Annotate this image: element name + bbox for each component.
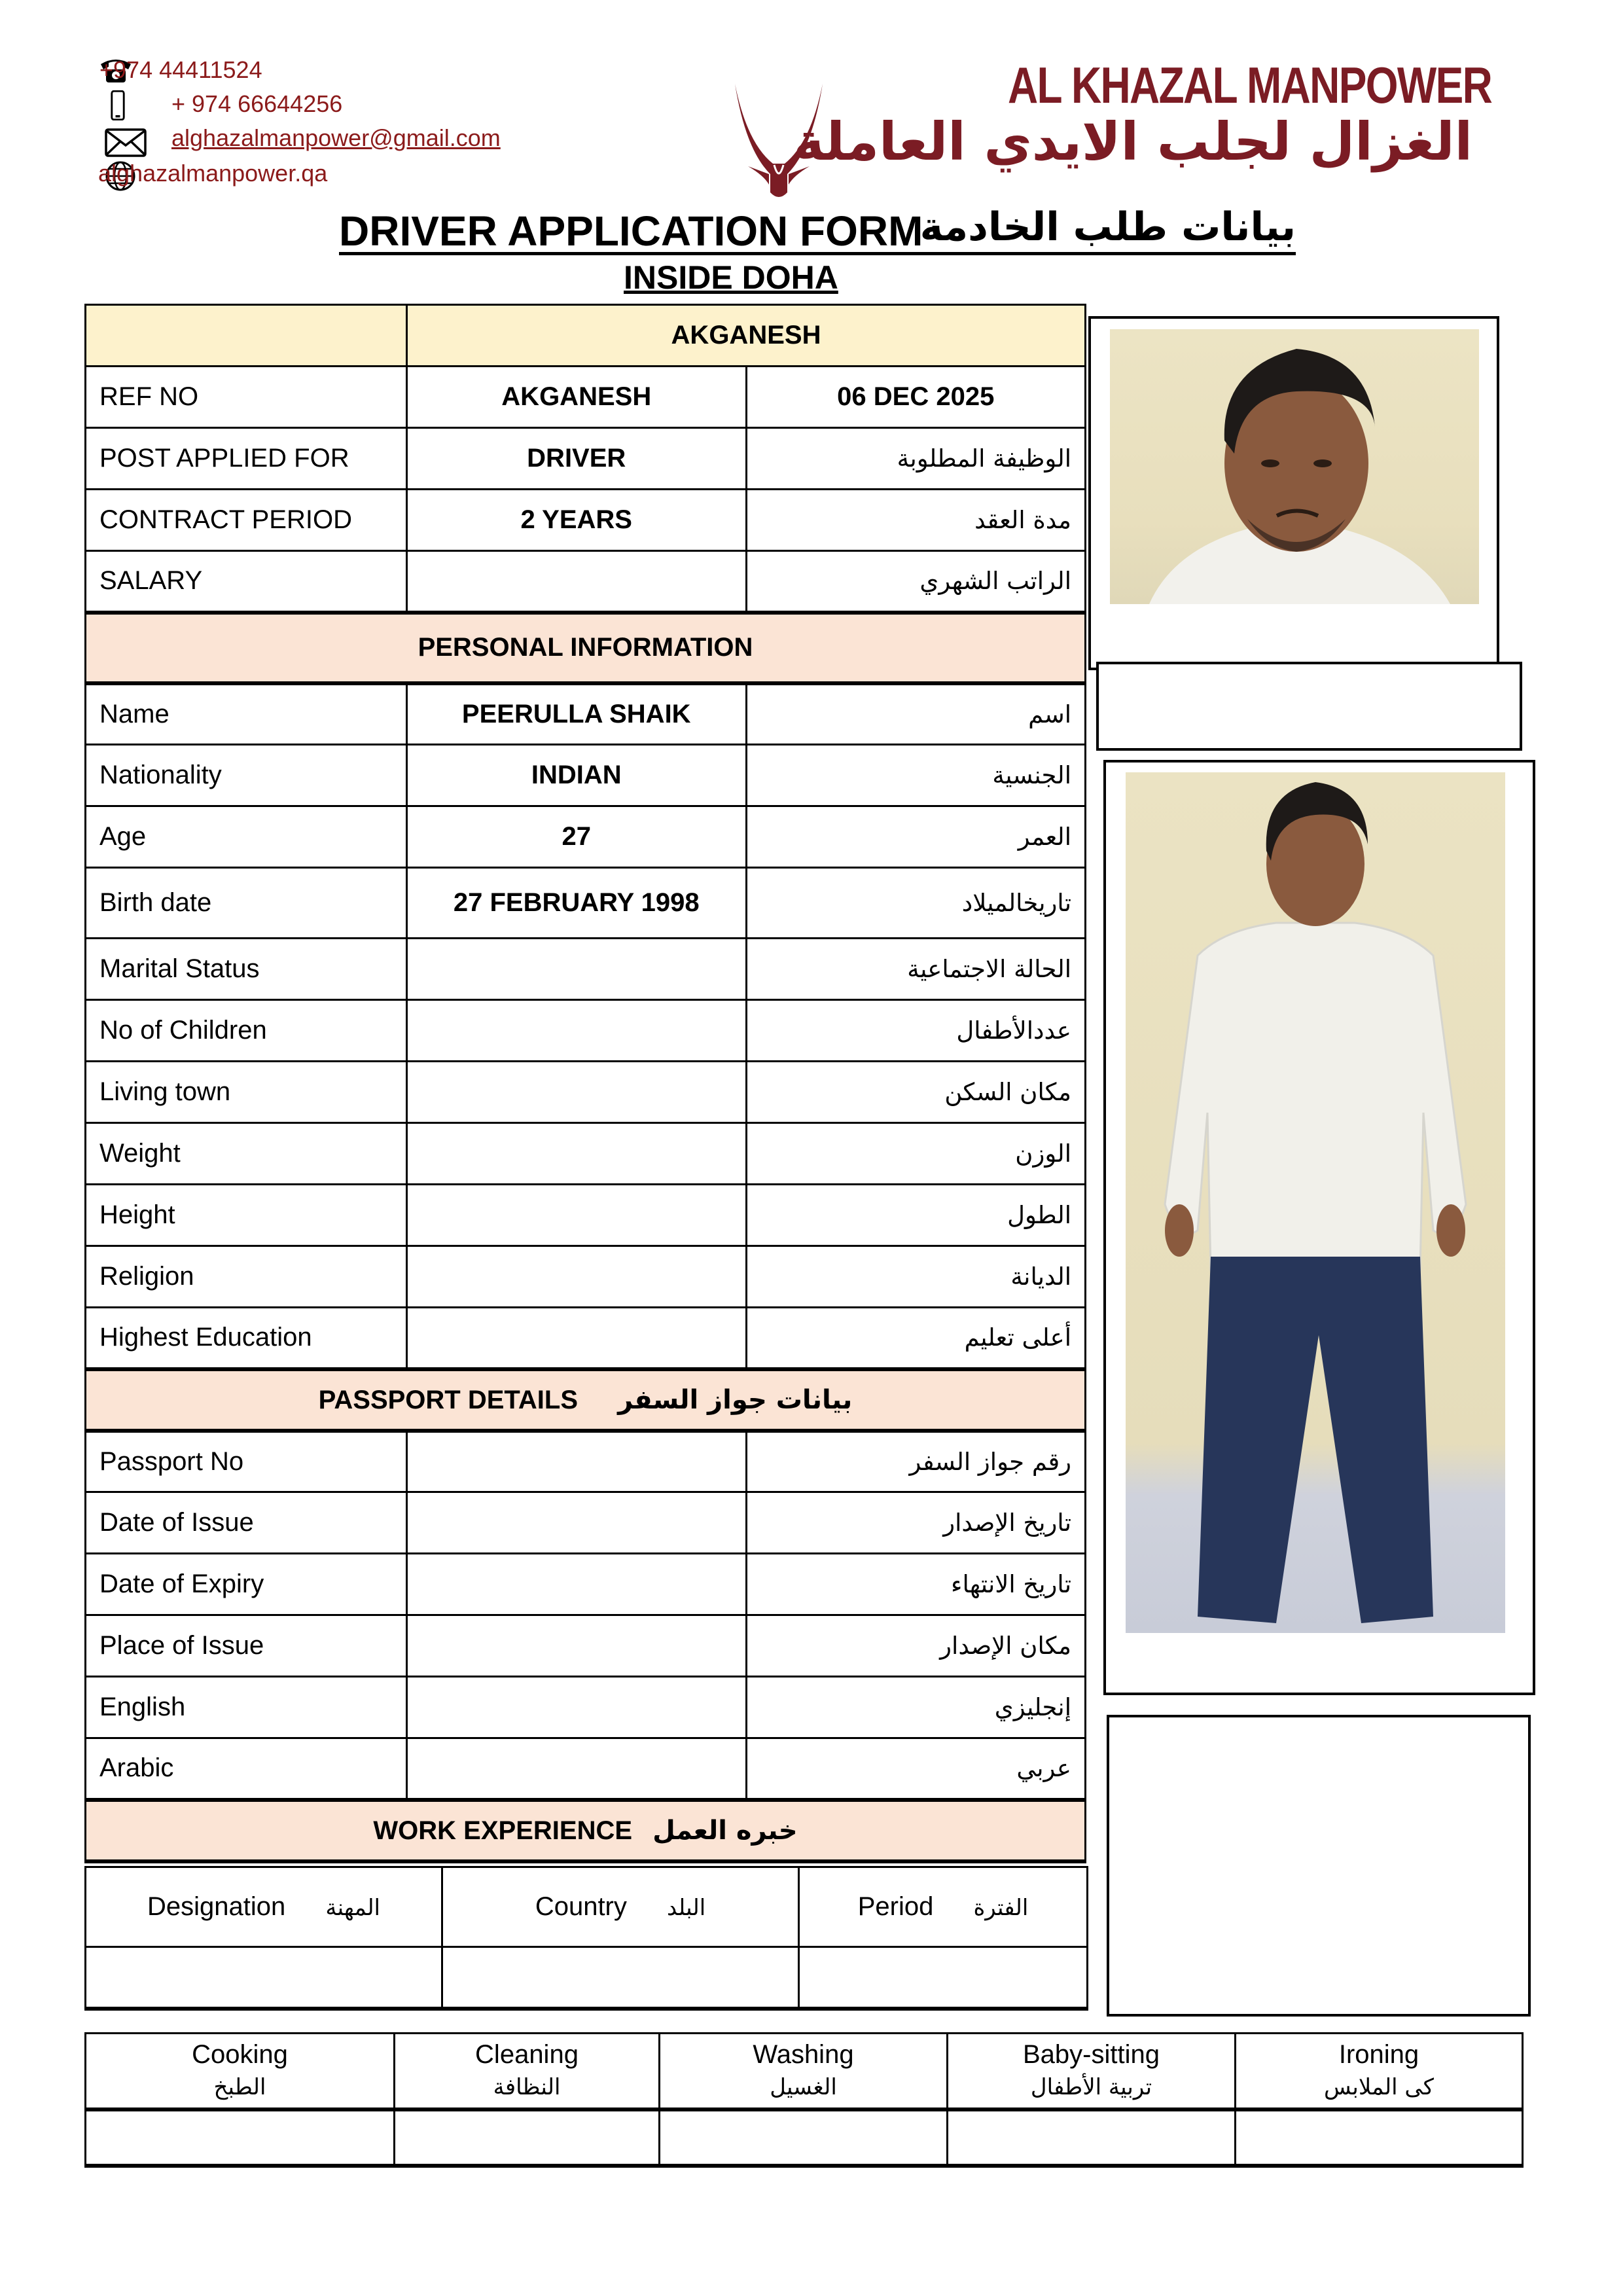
date-of-issue-label-ar: تاريخ الإصدار [746, 1492, 1086, 1554]
age-label-ar: العمر [746, 806, 1086, 868]
passport-header-en: PASSPORT DETAILS [318, 1385, 578, 1414]
skill-label-ar: الغسيل [770, 2073, 837, 2100]
passport-no-value[interactable] [407, 1431, 747, 1492]
salary-label-ar: الراتب الشهري [746, 551, 1086, 613]
form-row [86, 490, 1086, 551]
form-row [86, 428, 1086, 490]
website-link[interactable]: alghazalmanpower.qa [98, 160, 328, 187]
contract-period-label: CONTRACT PERIOD [86, 490, 407, 551]
period-ar: الفترة [973, 1895, 1029, 1921]
form-row [86, 939, 1086, 1000]
form-row [86, 1492, 1086, 1554]
form-row [86, 1062, 1086, 1123]
form-row [86, 1677, 1086, 1738]
children-label-ar: عددالأطفال [746, 1000, 1086, 1062]
age-label: Age [86, 806, 407, 868]
period-en: Period [857, 1892, 934, 1921]
passport-no-label: Passport No [86, 1431, 407, 1492]
nationality-label: Nationality [86, 745, 407, 806]
skill-washing-value[interactable] [660, 2109, 948, 2166]
skill-label-ar: تربية الأطفال [1030, 2073, 1152, 2100]
living-town-label-ar: مكان السكن [746, 1062, 1086, 1123]
mobile-number: + 974 66644256 [171, 90, 343, 117]
skill-label-ar: النظافة [493, 2073, 561, 2100]
form-title [339, 204, 1296, 255]
birth-date-label-ar: تاريخالميلاد [746, 868, 1086, 939]
education-label-ar: أعلى تعليم [746, 1308, 1086, 1369]
date-of-expiry-label-ar: تاريخ الانتهاء [746, 1554, 1086, 1615]
arabic-value[interactable] [407, 1738, 747, 1800]
skill-cleaning-header [395, 2034, 660, 2109]
skill-cooking-header [86, 2034, 395, 2109]
designation-cell[interactable] [86, 1947, 442, 2009]
form-row [86, 745, 1086, 806]
form-row [86, 1738, 1086, 1800]
envelope-icon [105, 128, 147, 157]
nationality-value[interactable]: INDIAN [407, 745, 747, 806]
passport-header-ar: بيانات جواز السفر [618, 1384, 853, 1415]
form-row [86, 1185, 1086, 1246]
height-label: Height [86, 1185, 407, 1246]
form-row [86, 1615, 1086, 1677]
caption-box-blank [1096, 662, 1522, 751]
children-value[interactable] [407, 1000, 747, 1062]
landline-number: +974 44411524 [99, 56, 262, 83]
skill-label-en: Cleaning [475, 2039, 579, 2069]
skills-table [84, 2032, 1524, 2168]
post-applied-value[interactable]: DRIVER [407, 428, 747, 490]
marital-status-label-ar: الحالة الاجتماعية [746, 939, 1086, 1000]
period-column-header [799, 1867, 1088, 1947]
form-row [86, 1246, 1086, 1308]
arabic-label: Arabic [86, 1738, 407, 1800]
form-row [86, 806, 1086, 868]
name-label: Name [86, 683, 407, 745]
education-label: Highest Education [86, 1308, 407, 1369]
arabic-label-ar: عربي [746, 1738, 1086, 1800]
english-label: English [86, 1677, 407, 1738]
skill-label-ar: الطبخ [213, 2073, 266, 2100]
additional-photo-box-blank [1107, 1715, 1531, 2017]
date-of-issue-value[interactable] [407, 1492, 747, 1554]
religion-value[interactable] [407, 1246, 747, 1308]
work-column-headers [86, 1867, 1088, 1947]
skill-label-ar: كى الملابس [1324, 2073, 1434, 2100]
place-of-issue-label: Place of Issue [86, 1615, 407, 1677]
brand-name-ar: الغزال لجلب الايدي العاملة [793, 111, 1472, 172]
form-row [86, 1554, 1086, 1615]
salary-label: SALARY [86, 551, 407, 613]
nationality-label-ar: الجنسية [746, 745, 1086, 806]
form-subtitle: INSIDE DOHA [624, 259, 838, 296]
form-row [86, 1000, 1086, 1062]
birth-date-label: Birth date [86, 868, 407, 939]
skill-babysitting-value[interactable] [948, 2109, 1236, 2166]
weight-value[interactable] [407, 1123, 747, 1185]
skill-ironing-value[interactable] [1236, 2109, 1523, 2166]
table-row [86, 1947, 1088, 2009]
work-experience-header [86, 1800, 1086, 1861]
skill-label-en: Ironing [1338, 2039, 1419, 2069]
name-label-ar: اسم [746, 683, 1086, 745]
form-row [86, 868, 1086, 939]
personal-information-header: PERSONAL INFORMATION [86, 613, 1086, 683]
place-of-issue-label-ar: مكان الإصدار [746, 1615, 1086, 1677]
application-form-table [84, 304, 1086, 1863]
top-header-cell: AKGANESH [407, 305, 1086, 367]
form-row [86, 1123, 1086, 1185]
weight-label: Weight [86, 1123, 407, 1185]
skill-ironing-header [1236, 2034, 1523, 2109]
work-experience-table [84, 1866, 1088, 2011]
name-value[interactable]: PEERULLA SHAIK [407, 683, 747, 745]
skill-label-en: Cooking [192, 2039, 288, 2069]
weight-label-ar: الوزن [746, 1123, 1086, 1185]
passport-no-label-ar: رقم جواز السفر [746, 1431, 1086, 1492]
birth-date-value[interactable]: 27 FEBRUARY 1998 [407, 868, 747, 939]
education-value[interactable] [407, 1308, 747, 1369]
contract-period-value[interactable]: 2 YEARS [407, 490, 747, 551]
country-ar: البلد [667, 1895, 706, 1921]
applicant-portrait-photo [1110, 329, 1479, 604]
form-row [86, 683, 1086, 745]
form-title-ar: بيانات طلب الخادمة [919, 204, 1296, 250]
applicant-full-body-photo [1126, 772, 1505, 1633]
skill-cooking-value[interactable] [86, 2109, 395, 2166]
country-cell[interactable] [442, 1947, 799, 2009]
country-en: Country [535, 1892, 627, 1921]
place-of-issue-value[interactable] [407, 1615, 747, 1677]
header-blank-cell [86, 305, 407, 367]
full-body-photo-frame [1103, 760, 1535, 1695]
country-column-header [442, 1867, 799, 1947]
marital-status-label: Marital Status [86, 939, 407, 1000]
children-label: No of Children [86, 1000, 407, 1062]
form-row [86, 551, 1086, 613]
religion-label: Religion [86, 1246, 407, 1308]
mobile-phone-icon [108, 90, 128, 120]
salary-value[interactable] [407, 551, 747, 613]
contract-period-label-ar: مدة العقد [746, 490, 1086, 551]
age-value[interactable]: 27 [407, 806, 747, 868]
person-full-body-icon [1126, 772, 1505, 1633]
english-value[interactable] [407, 1677, 747, 1738]
email-link[interactable]: alghazalmanpower@gmail.com [171, 124, 501, 151]
designation-en: Designation [147, 1892, 286, 1921]
ref-no-value[interactable]: AKGANESH [407, 367, 747, 428]
post-applied-label-ar: الوظيفة المطلوبة [746, 428, 1086, 490]
skill-babysitting-header [948, 2034, 1236, 2109]
period-cell[interactable] [799, 1947, 1088, 2009]
skill-washing-header [660, 2034, 948, 2109]
work-header-en: WORK EXPERIENCE [373, 1816, 633, 1845]
date-of-expiry-value[interactable] [407, 1554, 747, 1615]
form-row [86, 1308, 1086, 1369]
living-town-value[interactable] [407, 1062, 747, 1123]
height-value[interactable] [407, 1185, 747, 1246]
passport-details-header [86, 1369, 1086, 1431]
height-label-ar: الطول [746, 1185, 1086, 1246]
marital-status-value[interactable] [407, 939, 747, 1000]
living-town-label: Living town [86, 1062, 407, 1123]
english-label-ar: إنجليزي [746, 1677, 1086, 1738]
skill-label-en: Baby-sitting [1023, 2039, 1160, 2069]
ref-date-value[interactable]: 06 DEC 2025 [746, 367, 1086, 428]
person-portrait-icon [1110, 329, 1479, 604]
form-title-en: DRIVER APPLICATION FORM [339, 207, 923, 255]
skill-cleaning-value[interactable] [395, 2109, 660, 2166]
post-applied-label: POST APPLIED FOR [86, 428, 407, 490]
work-header-ar: خبره العمل [652, 1815, 798, 1846]
brand-name-en: AL KHAZAL MANPOWER [1008, 56, 1492, 114]
ref-no-label: REF NO [86, 367, 407, 428]
skill-label-en: Washing [753, 2039, 854, 2069]
religion-label-ar: الديانة [746, 1246, 1086, 1308]
designation-ar: المهنة [325, 1895, 380, 1921]
date-of-issue-label: Date of Issue [86, 1492, 407, 1554]
date-of-expiry-label: Date of Expiry [86, 1554, 407, 1615]
designation-column-header [86, 1867, 442, 1947]
form-row [86, 1431, 1086, 1492]
portrait-photo-frame [1088, 316, 1499, 670]
